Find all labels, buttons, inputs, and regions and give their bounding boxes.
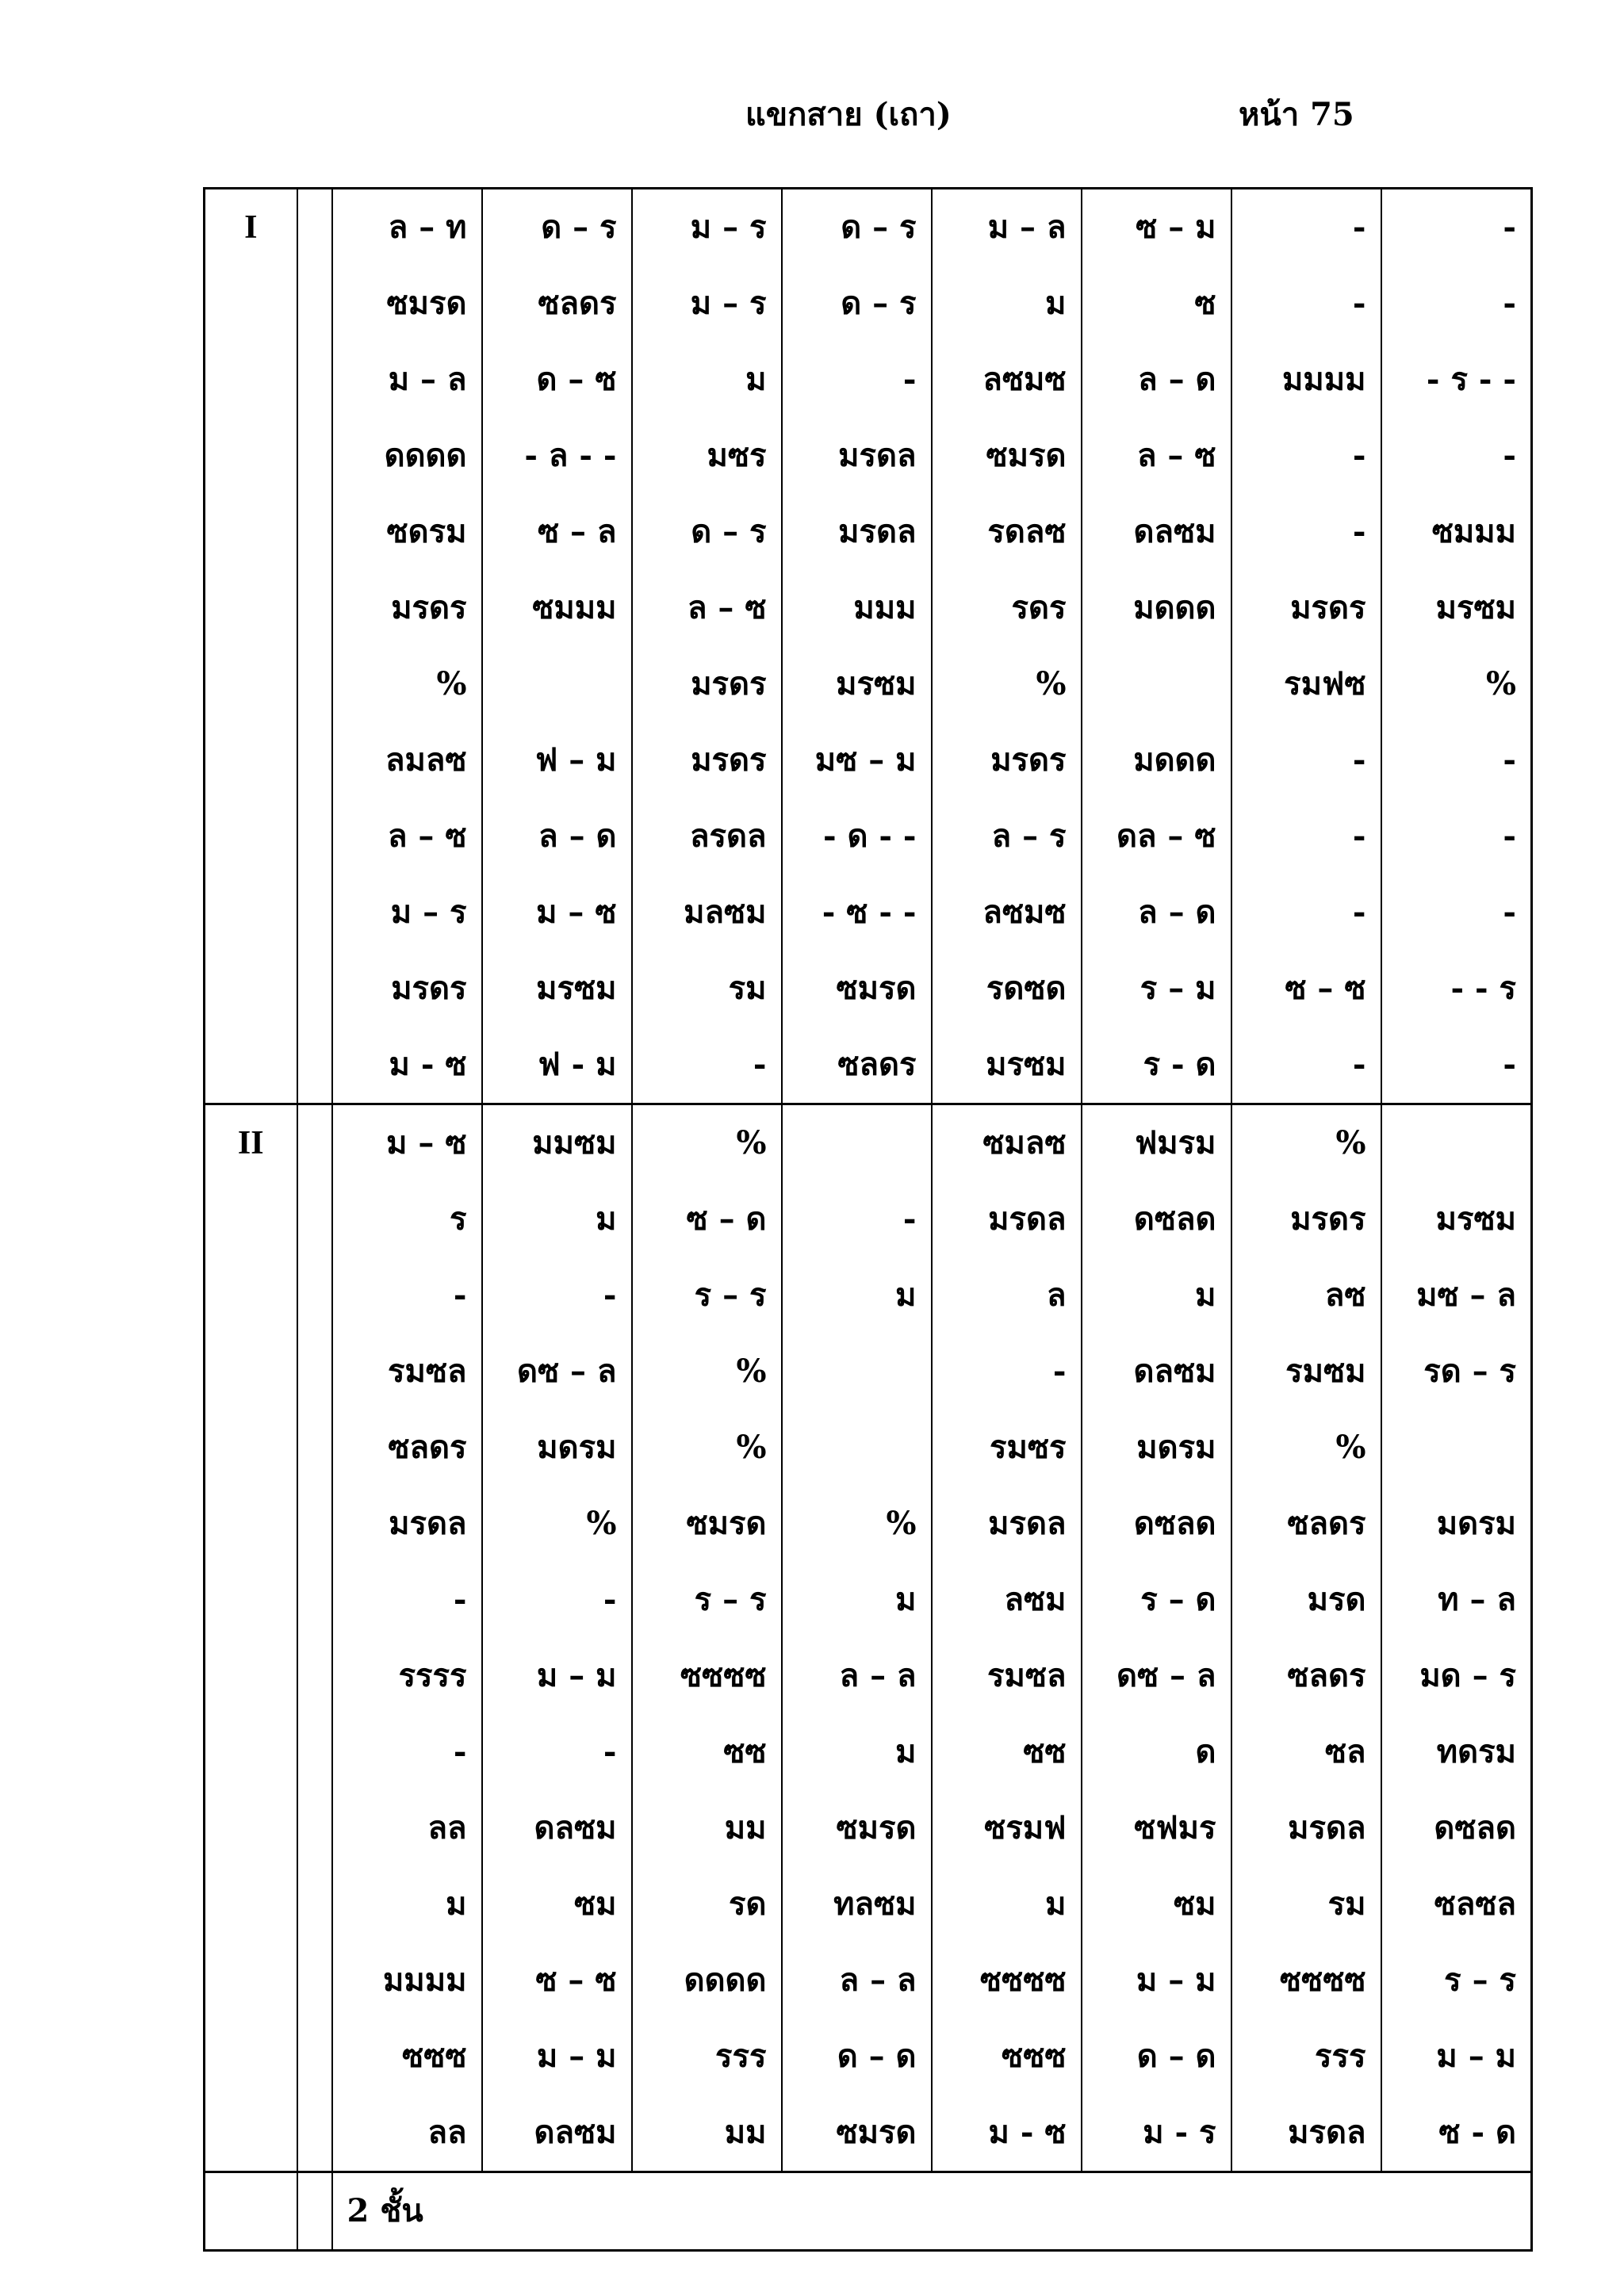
section-label [205, 874, 297, 951]
spacer-cell [297, 1104, 332, 1182]
note-cell: ม [782, 1562, 932, 1638]
note-cell: ซ – ล [482, 494, 632, 570]
note-cell: ซ - ด [1381, 2095, 1532, 2172]
note-cell: ซลซล [1381, 1866, 1532, 1942]
note-cell: รด [632, 1866, 782, 1942]
note-cell: ลรดล [632, 798, 782, 874]
section-label [205, 266, 297, 342]
note-cell: ล – ซ [332, 798, 482, 874]
notation-row [205, 1257, 1532, 1334]
note-cell: มดดด [1082, 722, 1231, 798]
spacer-cell [297, 1562, 332, 1638]
notation-row [205, 798, 1532, 874]
note-cell: มรดร [932, 722, 1082, 798]
note-cell: ทดรม [1381, 1714, 1532, 1790]
note-cell: ม - ร [1082, 2095, 1231, 2172]
section-label [205, 1257, 297, 1334]
note-cell: ซ [1082, 266, 1231, 342]
notation-row [205, 1410, 1532, 1486]
note-cell: ดซลด [1082, 1486, 1231, 1562]
notation-row [205, 1181, 1532, 1257]
note-cell: ซมมม [1381, 494, 1532, 570]
note-cell: - [332, 1714, 482, 1790]
note-cell: ร - ด [1082, 1027, 1231, 1104]
note-cell: รมซล [332, 1334, 482, 1410]
note-cell: มรดล [932, 1181, 1082, 1257]
note-cell [782, 1410, 932, 1486]
note-cell: - ด - - [782, 798, 932, 874]
note-cell: ม [1082, 1257, 1231, 1334]
note-cell: ซล [1231, 1714, 1381, 1790]
note-cell: ซฟมร [1082, 1790, 1231, 1866]
spacer-cell [297, 1410, 332, 1486]
note-cell: - [932, 1334, 1082, 1410]
note-cell: - [332, 1562, 482, 1638]
note-cell: ลล [332, 2095, 482, 2172]
note-cell: มซร [632, 418, 782, 494]
note-cell: - [332, 1257, 482, 1334]
note-cell: ลซมซ [932, 874, 1082, 951]
note-cell: ซ – ซ [482, 1942, 632, 2019]
note-cell: มรดร [1231, 570, 1381, 646]
note-cell: ดดดด [332, 418, 482, 494]
note-cell: ซ – ด [632, 1181, 782, 1257]
note-cell: ลซม [932, 1562, 1082, 1638]
note-cell: ดลซม [482, 1790, 632, 1866]
note-cell: ด – ด [1082, 2019, 1231, 2095]
section-label: II [205, 1104, 297, 1182]
spacer-cell [297, 646, 332, 722]
song-title: แขกสาย (เถา) [745, 96, 952, 133]
note-cell: % [482, 1486, 632, 1562]
spacer-cell [297, 951, 332, 1027]
note-cell: รรร [1231, 2019, 1381, 2095]
note-cell: ล – ซ [1082, 418, 1231, 494]
note-cell: ม – ม [1381, 2019, 1532, 2095]
notation-row [205, 1866, 1532, 1942]
note-cell: ล – ท [332, 189, 482, 266]
note-cell: ม – ร [632, 189, 782, 266]
note-cell: ม – ม [482, 2019, 632, 2095]
note-cell: มรซม [782, 646, 932, 722]
note-cell: ล – ร [932, 798, 1082, 874]
footer-spacer-cell [297, 2172, 332, 2251]
note-cell: ซม [1082, 1866, 1231, 1942]
note-cell: มดรม [1082, 1410, 1231, 1486]
note-cell: มรดร [1231, 1181, 1381, 1257]
note-cell: ม [482, 1181, 632, 1257]
spacer-cell [297, 798, 332, 874]
note-cell: ท – ล [1381, 1562, 1532, 1638]
note-cell: ม [932, 266, 1082, 342]
note-cell: รด – ร [1381, 1334, 1532, 1410]
note-cell: มด – ร [1381, 1638, 1532, 1714]
note-cell: ดซ – ล [482, 1334, 632, 1410]
note-cell: ด – ร [482, 189, 632, 266]
note-cell: - [1381, 266, 1532, 342]
footer-blank-cell [205, 2172, 297, 2251]
note-cell: ลซ [1231, 1257, 1381, 1334]
spacer-cell [297, 1027, 332, 1104]
note-cell: - ร - - [1381, 342, 1532, 418]
section-label [205, 570, 297, 646]
section-label [205, 1486, 297, 1562]
section-label [205, 951, 297, 1027]
note-cell: ม [932, 1866, 1082, 1942]
note-cell: - [1231, 874, 1381, 951]
note-cell: - [1231, 189, 1381, 266]
note-cell: % [632, 1334, 782, 1410]
note-cell: - ซ - - [782, 874, 932, 951]
note-cell: ซมรด [782, 2095, 932, 2172]
note-cell: ดซลด [1082, 1181, 1231, 1257]
note-cell: ล – ล [782, 1638, 932, 1714]
note-cell: ล [932, 1257, 1082, 1334]
note-cell: ล – ด [1082, 342, 1231, 418]
note-cell: ซลดร [1231, 1486, 1381, 1562]
spacer-cell [297, 1486, 332, 1562]
section-label: I [205, 189, 297, 266]
spacer-cell [297, 1942, 332, 2019]
note-cell: มลซม [632, 874, 782, 951]
note-cell: ดซลด [1381, 1790, 1532, 1866]
section-label [205, 798, 297, 874]
section-label [205, 646, 297, 722]
note-cell: - [782, 342, 932, 418]
note-cell: - [1231, 266, 1381, 342]
note-cell: มรซม [1381, 570, 1532, 646]
note-cell: มรซม [1381, 1181, 1532, 1257]
spacer-cell [297, 342, 332, 418]
note-cell: รดลซ [932, 494, 1082, 570]
note-cell: - [782, 1181, 932, 1257]
note-cell: มรดล [1231, 1790, 1381, 1866]
spacer-cell [297, 1790, 332, 1866]
notation-row [205, 1790, 1532, 1866]
note-cell: ดลซม [482, 2095, 632, 2172]
note-cell: มมมม [332, 1942, 482, 2019]
spacer-cell [297, 1638, 332, 1714]
note-cell: มซ – ม [782, 722, 932, 798]
footer-row [205, 2172, 1532, 2251]
note-cell [782, 1104, 932, 1182]
note-cell: ม – ล [332, 342, 482, 418]
note-cell: รดร [932, 570, 1082, 646]
note-cell: ด – ซ [482, 342, 632, 418]
note-cell: รม [1231, 1866, 1381, 1942]
notation-row [205, 1562, 1532, 1638]
spacer-cell [297, 418, 332, 494]
notation-row [205, 1638, 1532, 1714]
note-cell: มดรม [482, 1410, 632, 1486]
note-cell: รมซม [1231, 1334, 1381, 1410]
note-cell: ซมรด [632, 1486, 782, 1562]
notation-row [205, 722, 1532, 798]
note-cell: - [1231, 722, 1381, 798]
section-label [205, 722, 297, 798]
spacer-cell [297, 1257, 332, 1334]
note-cell: % [932, 646, 1082, 722]
note-cell: รดซด [932, 951, 1082, 1027]
note-cell: ม [782, 1714, 932, 1790]
note-cell: ม [632, 342, 782, 418]
spacer-cell [297, 1714, 332, 1790]
note-cell: มรซม [482, 951, 632, 1027]
spacer-cell [297, 494, 332, 570]
note-cell: รมฟซ [1231, 646, 1381, 722]
note-cell: ซลดร [782, 1027, 932, 1104]
note-cell: มรซม [932, 1027, 1082, 1104]
note-cell: ดดดด [632, 1942, 782, 2019]
note-cell: - [482, 1257, 632, 1334]
note-cell: มรดล [782, 494, 932, 570]
note-cell: - [1381, 418, 1532, 494]
note-cell: ร – ร [632, 1562, 782, 1638]
note-cell: ร – ร [1381, 1942, 1532, 2019]
note-cell: ซซซ [332, 2019, 482, 2095]
note-cell: ซลดร [482, 266, 632, 342]
notation-row [205, 570, 1532, 646]
note-cell: - [1231, 494, 1381, 570]
section-label [205, 2095, 297, 2172]
note-cell: ม – ม [1082, 1942, 1231, 2019]
notation-body [205, 189, 1532, 2251]
note-cell: ซซซซ [1231, 1942, 1381, 2019]
note-cell: ฟ - ม [482, 1027, 632, 1104]
notation-row [205, 1027, 1532, 1104]
spacer-cell [297, 1181, 332, 1257]
section-label [205, 1410, 297, 1486]
note-cell [1381, 1410, 1532, 1486]
notation-row [205, 494, 1532, 570]
note-cell: ซซ [632, 1714, 782, 1790]
note-cell: มรดร [332, 951, 482, 1027]
note-cell: - [632, 1027, 782, 1104]
note-cell: ม – ซ [482, 874, 632, 951]
note-cell: ล – ด [1082, 874, 1231, 951]
note-cell: % [332, 646, 482, 722]
section-label [205, 1562, 297, 1638]
note-cell: - [1381, 189, 1532, 266]
note-cell: มซ – ล [1381, 1257, 1532, 1334]
note-cell [482, 646, 632, 722]
note-cell: รรรร [332, 1638, 482, 1714]
note-cell: ม – ร [332, 874, 482, 951]
note-cell: ด – ด [782, 2019, 932, 2095]
note-cell: ซลดร [1231, 1638, 1381, 1714]
note-cell: % [632, 1104, 782, 1182]
section-label [205, 1027, 297, 1104]
note-cell: ซม [482, 1866, 632, 1942]
notation-row [205, 1486, 1532, 1562]
spacer-cell [297, 570, 332, 646]
notation-row [205, 2095, 1532, 2172]
note-cell: มรดล [782, 418, 932, 494]
note-cell: ทลซม [782, 1866, 932, 1942]
note-cell: - - ร [1381, 951, 1532, 1027]
note-cell: มรด [1231, 1562, 1381, 1638]
note-cell: ลล [332, 1790, 482, 1866]
section-label [205, 342, 297, 418]
note-cell: ด – ร [632, 494, 782, 570]
note-cell: - [1381, 798, 1532, 874]
note-cell: ซซ [932, 1714, 1082, 1790]
notation-row [205, 342, 1532, 418]
note-cell: ดลซม [1082, 1334, 1231, 1410]
note-cell: ซมมม [482, 570, 632, 646]
note-cell: ม - ซ [332, 1027, 482, 1104]
notation-row [205, 1334, 1532, 1410]
note-cell: ซซซซ [632, 1638, 782, 1714]
note-cell: ฟมรม [1082, 1104, 1231, 1182]
note-cell: มม [632, 2095, 782, 2172]
spacer-cell [297, 1866, 332, 1942]
note-cell: ม – ร [632, 266, 782, 342]
section-label [205, 1790, 297, 1866]
note-cell: - [482, 1714, 632, 1790]
notation-row [205, 646, 1532, 722]
section-label [205, 1942, 297, 2019]
note-cell: % [1231, 1410, 1381, 1486]
notation-row [205, 418, 1532, 494]
note-cell: ม [782, 1257, 932, 1334]
note-cell: - [1381, 722, 1532, 798]
spacer-cell [297, 266, 332, 342]
notation-table [203, 187, 1533, 2252]
section-label [205, 1866, 297, 1942]
notation-row [205, 266, 1532, 342]
section-label [205, 1714, 297, 1790]
note-cell: ซ – ซ [1231, 951, 1381, 1027]
note-cell: ซดรม [332, 494, 482, 570]
note-cell: ร – ด [1082, 1562, 1231, 1638]
note-cell: มมม [782, 570, 932, 646]
section-label [205, 494, 297, 570]
footer-label: 2 ชั้น [332, 2172, 1532, 2251]
note-cell: ลซมซ [932, 342, 1082, 418]
note-cell: ม [332, 1866, 482, 1942]
note-cell: - [1381, 874, 1532, 951]
section-label [205, 1181, 297, 1257]
note-cell [782, 1334, 932, 1410]
spacer-cell [297, 189, 332, 266]
note-cell: มรดล [332, 1486, 482, 1562]
note-cell: ซมรด [782, 951, 932, 1027]
notation-row [205, 874, 1532, 951]
note-cell: มมซม [482, 1104, 632, 1182]
note-cell: มรดร [632, 722, 782, 798]
note-cell: มรดร [632, 646, 782, 722]
note-cell: รมซล [932, 1638, 1082, 1714]
note-cell: รมซร [932, 1410, 1082, 1486]
note-cell: ซมรด [932, 418, 1082, 494]
page-header [0, 89, 1624, 136]
note-cell: % [1381, 646, 1532, 722]
note-cell: - [1231, 1027, 1381, 1104]
note-cell: - [1231, 418, 1381, 494]
notation-row [205, 1942, 1532, 2019]
note-cell: ด [1082, 1714, 1231, 1790]
note-cell: ร [332, 1181, 482, 1257]
note-cell: มรดล [1231, 2095, 1381, 2172]
note-cell: ซ – ม [1082, 189, 1231, 266]
note-cell: มรดล [932, 1486, 1082, 1562]
note-cell: มดดด [1082, 570, 1231, 646]
note-cell: ซลดร [332, 1410, 482, 1486]
note-cell: มม [632, 1790, 782, 1866]
page-number: หน้า 75 [1239, 96, 1354, 133]
notation-row [205, 189, 1532, 266]
note-cell: % [1231, 1104, 1381, 1182]
note-cell: ล – ด [482, 798, 632, 874]
section-label [205, 1638, 297, 1714]
note-cell: ดล – ซ [1082, 798, 1231, 874]
notation-row [205, 951, 1532, 1027]
note-cell: - [482, 1562, 632, 1638]
note-cell: ร – ม [1082, 951, 1231, 1027]
notation-row [205, 1104, 1532, 1182]
note-cell: ซมรด [782, 1790, 932, 1866]
note-cell: ม - ซ [932, 2095, 1082, 2172]
note-cell: - ล - - [482, 418, 632, 494]
note-cell: ซมรด [332, 266, 482, 342]
note-cell: % [782, 1486, 932, 1562]
note-cell: ม – ซ [332, 1104, 482, 1182]
spacer-cell [297, 722, 332, 798]
spacer-cell [297, 2019, 332, 2095]
note-cell: ซรมฟ [932, 1790, 1082, 1866]
note-cell: รรร [632, 2019, 782, 2095]
note-cell [1381, 1104, 1532, 1182]
note-cell: มรดร [332, 570, 482, 646]
section-label [205, 418, 297, 494]
note-cell: รม [632, 951, 782, 1027]
note-cell: ฟ – ม [482, 722, 632, 798]
note-cell: - [1231, 798, 1381, 874]
spacer-cell [297, 874, 332, 951]
note-cell: มดรม [1381, 1486, 1532, 1562]
note-cell: ด – ร [782, 266, 932, 342]
note-cell: ซซซซ [932, 1942, 1082, 2019]
notation-row [205, 2019, 1532, 2095]
section-label [205, 1334, 297, 1410]
note-cell: มมมม [1231, 342, 1381, 418]
note-cell: ล – ล [782, 1942, 932, 2019]
note-cell: ม – ม [482, 1638, 632, 1714]
note-cell: ล – ซ [632, 570, 782, 646]
note-cell: % [632, 1410, 782, 1486]
note-cell: ดลซม [1082, 494, 1231, 570]
note-cell: ลมลซ [332, 722, 482, 798]
note-cell [1082, 646, 1231, 722]
section-label [205, 2019, 297, 2095]
note-cell: ด – ร [782, 189, 932, 266]
note-cell: ร – ร [632, 1257, 782, 1334]
spacer-cell [297, 1334, 332, 1410]
note-cell: - [1381, 1027, 1532, 1104]
note-cell: ม – ล [932, 189, 1082, 266]
notation-row [205, 1714, 1532, 1790]
note-cell: ซซซ [932, 2019, 1082, 2095]
note-cell: ซมลซ [932, 1104, 1082, 1182]
note-cell: ดซ – ล [1082, 1638, 1231, 1714]
spacer-cell [297, 2095, 332, 2172]
